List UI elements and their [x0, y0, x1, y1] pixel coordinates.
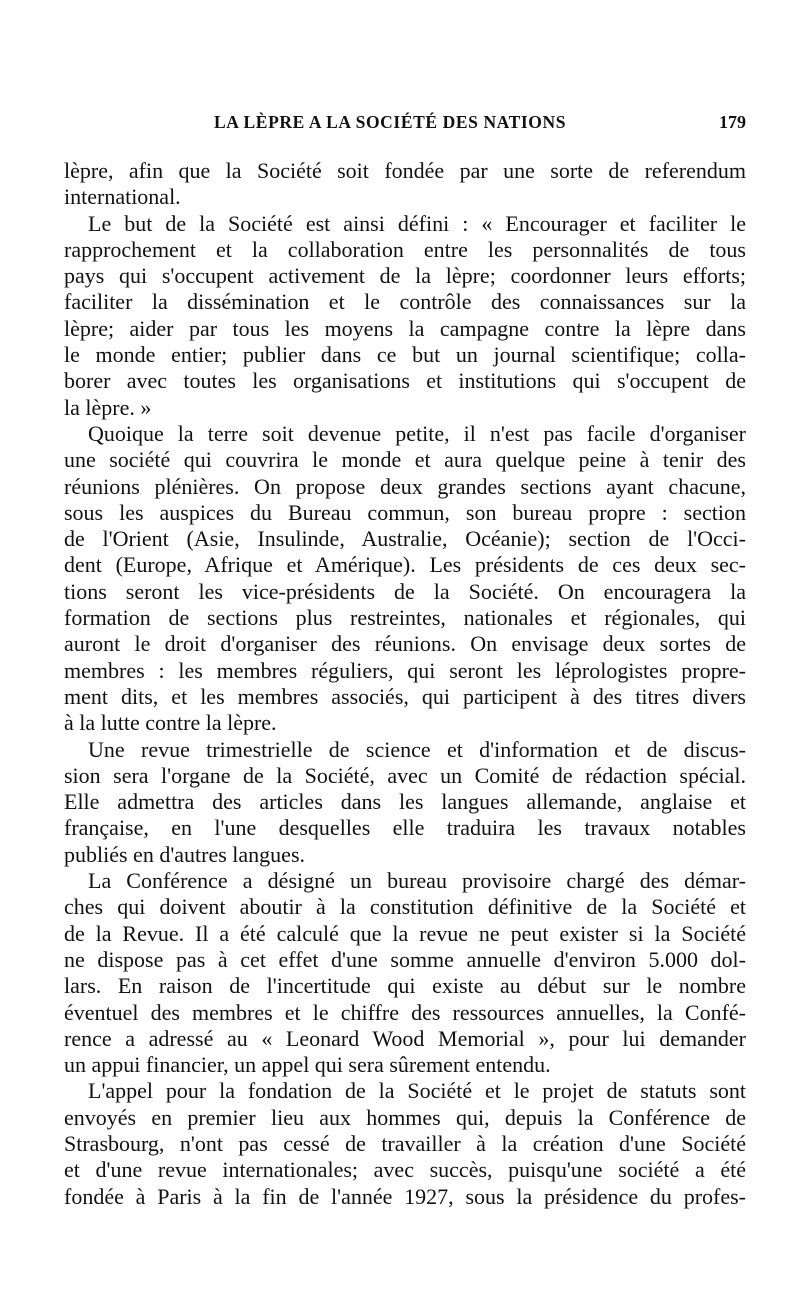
- text-line: la lèpre. »: [64, 394, 152, 420]
- running-title: LA LÈPRE A LA SOCIÉTÉ DES NATIONS: [214, 112, 567, 132]
- paragraph: [64, 421, 746, 737]
- text-line: le monde entier; publier dans ce but un journal scientifique; colla-: [64, 342, 746, 368]
- text-line: et d'une revue internationales; avec succès, puisqu'une société a été: [64, 1157, 746, 1183]
- text-line: rapprochement et la collaboration entre les personnalités de tous: [64, 236, 746, 262]
- paragraph: [64, 211, 746, 421]
- paragraph: [64, 158, 746, 211]
- text-line: borer avec toutes les organisations et institutions qui s'occupent de: [64, 368, 746, 394]
- text-line: Le but de la Société est ainsi défini : « Encourager et faciliter le: [88, 210, 746, 236]
- text-line: une société qui couvrira le monde et aura quelque peine à tenir des: [64, 447, 746, 473]
- paragraph: [64, 868, 746, 1078]
- text-line: lars. En raison de l'incertitude qui existe au début sur le nombre: [64, 973, 746, 999]
- text-line: lèpre, afin que la Société soit fondée par une sorte de referendum: [64, 158, 746, 183]
- body-text: [64, 158, 746, 1210]
- text-line: Une revue trimestrielle de science et d'information et de discus-: [88, 736, 746, 762]
- text-line: tions seront les vice-présidents de la Société. On encouragera la: [64, 578, 746, 604]
- text-line: publiés en d'autres langues.: [64, 841, 306, 867]
- text-line: sion sera l'organe de la Société, avec un Comité de rédaction spécial.: [64, 762, 746, 788]
- text-line: lèpre; aider par tous les moyens la campagne contre la lèpre dans: [64, 315, 746, 341]
- running-head: [64, 112, 746, 138]
- text-line: ment dits, et les membres associés, qui participent à des titres divers: [64, 683, 746, 709]
- paragraph: [64, 737, 746, 868]
- text-line: éventuel des membres et le chiffre des ressources annuelles, la Confé-: [64, 999, 746, 1025]
- text-line: ne dispose pas à cet effet d'une somme annuelle d'environ 5.000 dol-: [64, 946, 746, 972]
- text-line: réunions plénières. On propose deux grandes sections ayant chacune,: [64, 473, 746, 499]
- text-line: fondée à Paris à la fin de l'année 1927, sous la présidence du profes-: [64, 1183, 746, 1209]
- paragraph: [64, 1078, 746, 1209]
- text-line: auront le droit d'organiser des réunions. On envisage deux sortes de: [64, 631, 746, 657]
- text-line: de l'Orient (Asie, Insulinde, Australie, Océanie); section de l'Occi-: [64, 526, 746, 552]
- text-line: dent (Europe, Afrique et Amérique). Les présidents de ces deux sec-: [64, 552, 746, 578]
- text-line: faciliter la dissémination et le contrôle des connaissances sur la: [64, 289, 746, 315]
- text-line: à la lutte contre la lèpre.: [64, 710, 277, 736]
- text-line: ches qui doivent aboutir à la constitution définitive de la Société et: [64, 894, 746, 920]
- text-line: française, en l'une desquelles elle traduira les travaux notables: [64, 815, 746, 841]
- text-line: Elle admettra des articles dans les langues allemande, anglaise et: [64, 789, 746, 815]
- text-line: Strasbourg, n'ont pas cessé de travailler à la création d'une Société: [64, 1130, 746, 1156]
- text-line: sous les auspices du Bureau commun, son bureau propre : section: [64, 499, 746, 525]
- text-line: pays qui s'occupent activement de la lèpre; coordonner leurs efforts;: [64, 263, 746, 289]
- text-line: international.: [64, 184, 181, 210]
- text-line: L'appel pour la fondation de la Société et le projet de statuts sont: [88, 1078, 746, 1104]
- text-line: formation de sections plus restreintes, nationales et régionales, qui: [64, 605, 746, 631]
- text-line: rence a adressé au « Leonard Wood Memorial », pour lui demander: [64, 1025, 746, 1051]
- text-line: envoyés en premier lieu aux hommes qui, depuis la Conférence de: [64, 1104, 746, 1130]
- text-line: membres : les membres réguliers, qui seront les léprologistes propre-: [64, 657, 746, 683]
- text-line: un appui financier, un appel qui sera sûrement entendu.: [64, 1052, 551, 1078]
- book-page: [64, 0, 746, 1304]
- text-line: La Conférence a désigné un bureau provisoire chargé des démar-: [88, 868, 746, 894]
- page-number: 179: [719, 112, 746, 132]
- text-line: de la Revue. Il a été calculé que la revue ne peut exister si la Société: [64, 920, 746, 946]
- text-line: Quoique la terre soit devenue petite, il n'est pas facile d'organiser: [88, 420, 746, 446]
